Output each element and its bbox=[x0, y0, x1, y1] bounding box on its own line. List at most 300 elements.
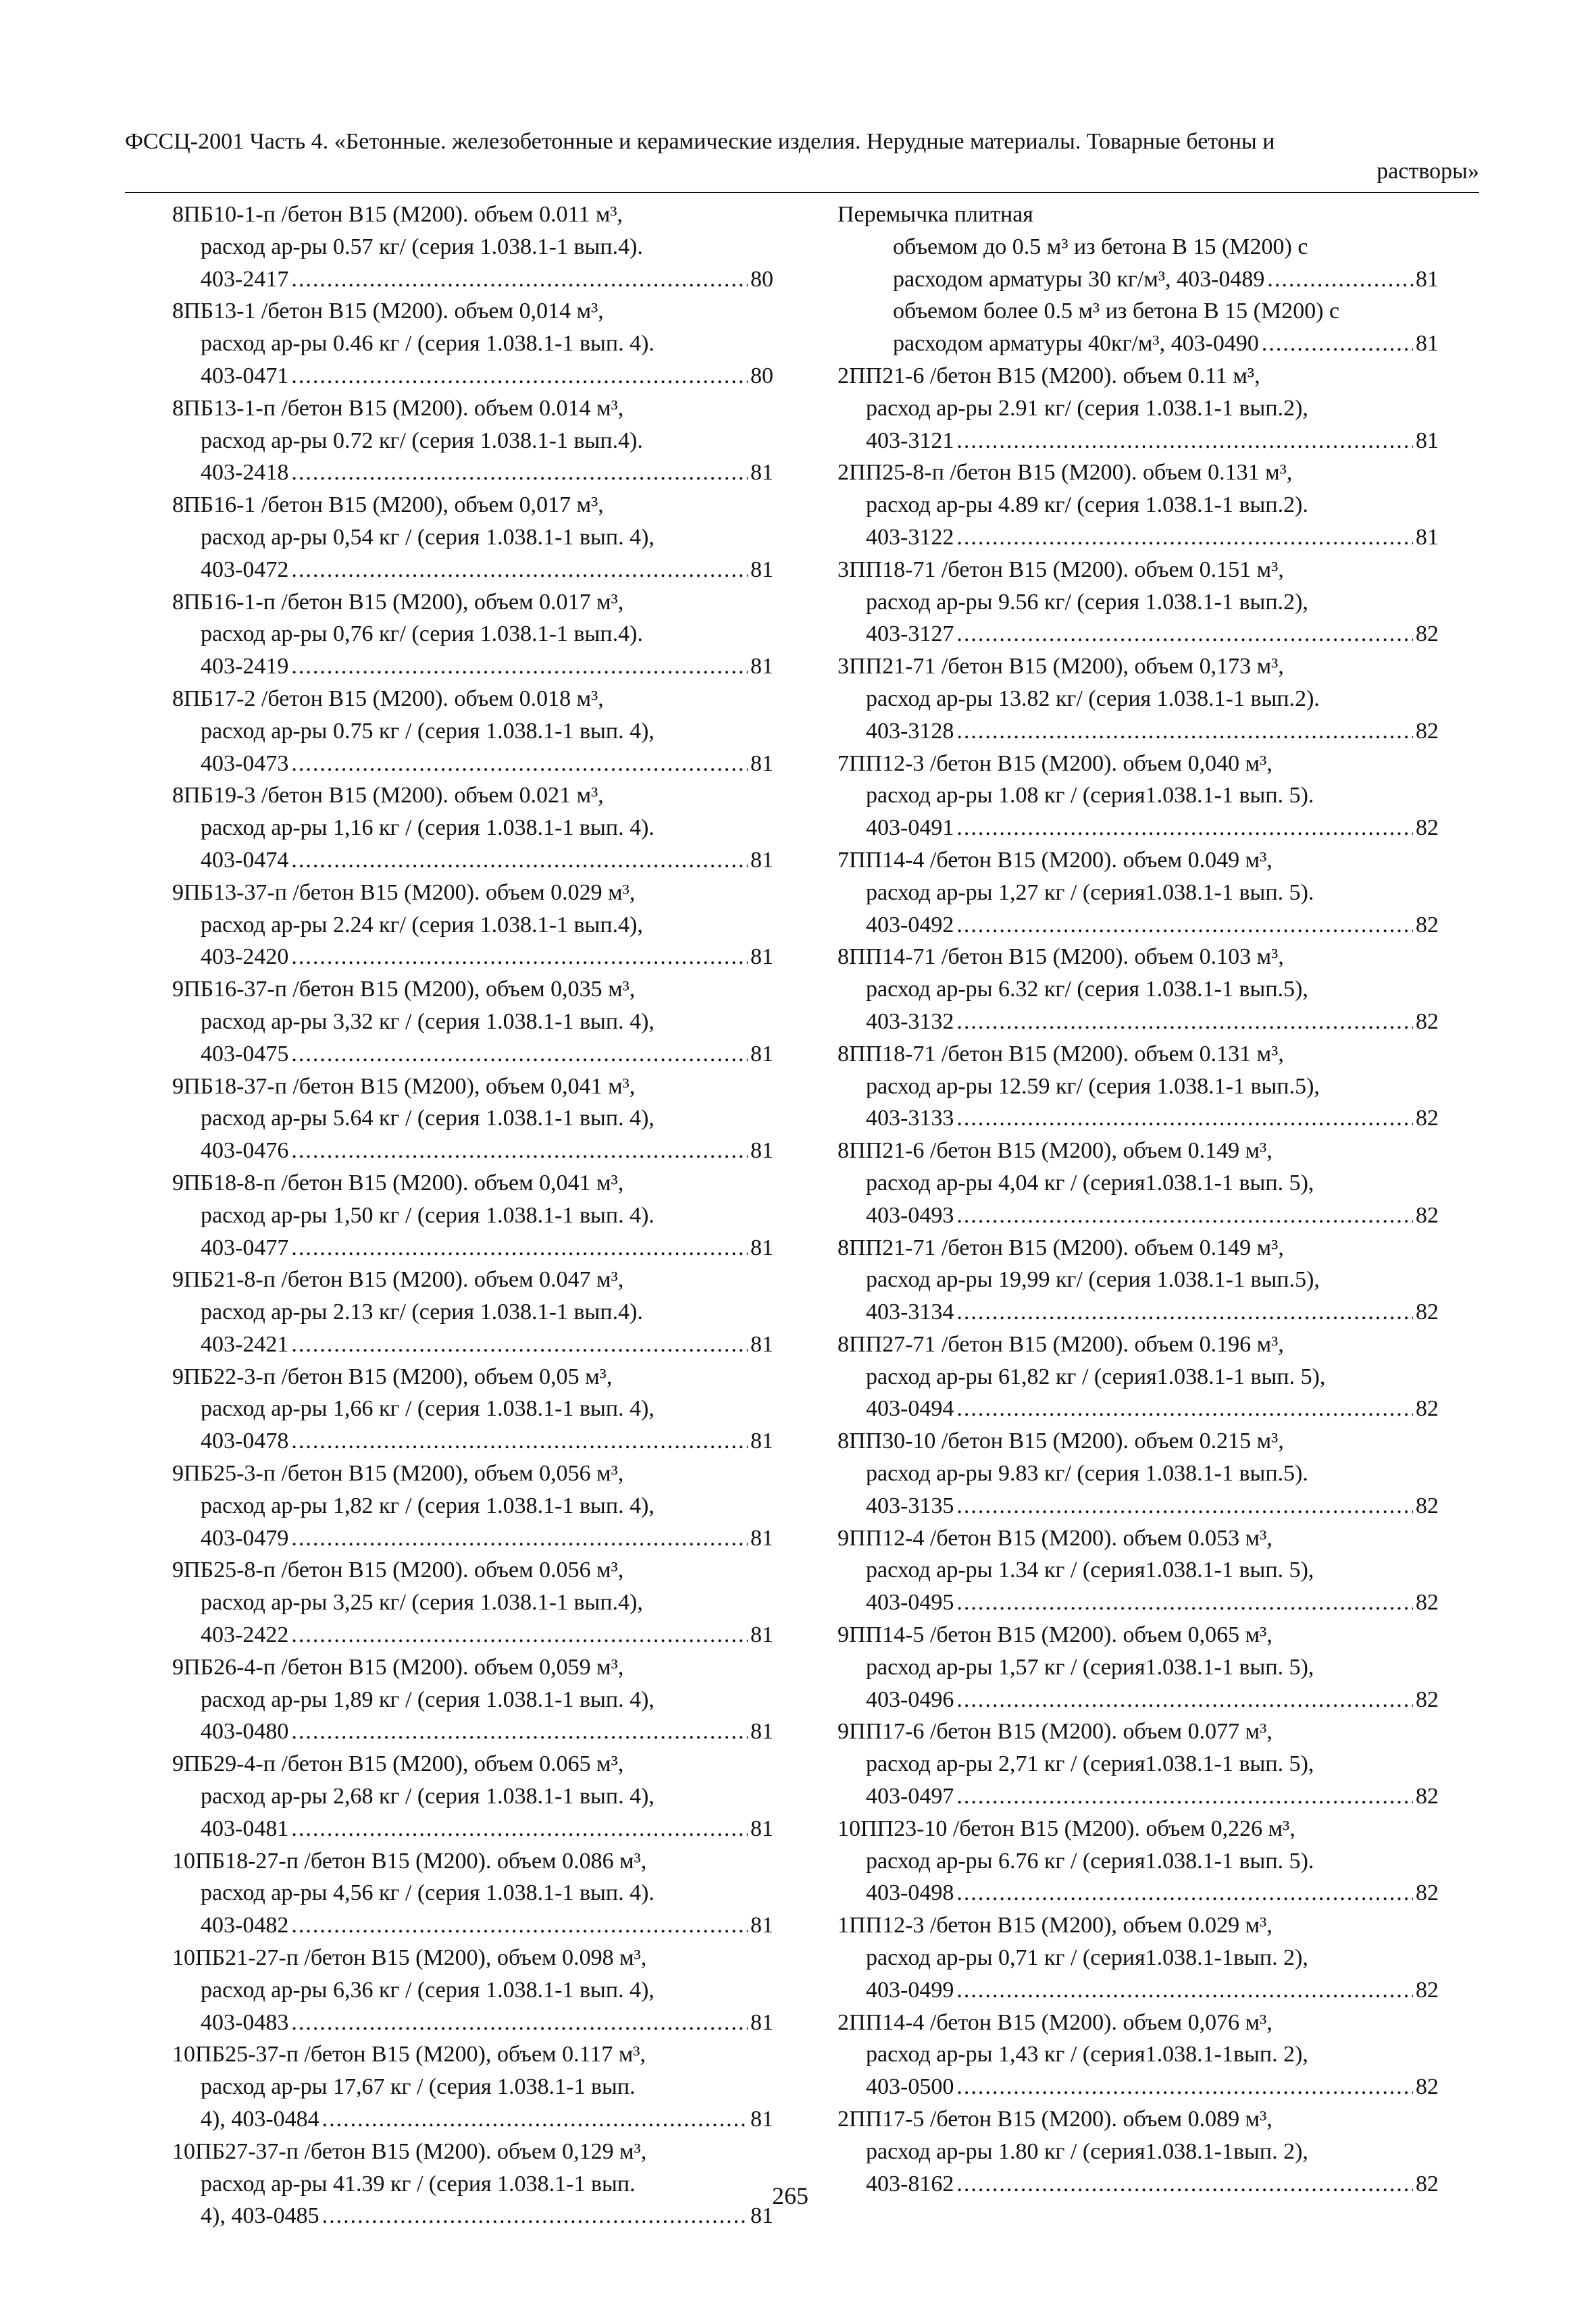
index-entry bbox=[838, 1329, 1439, 1425]
entry-code-line bbox=[172, 1522, 773, 1555]
entry-code-line bbox=[838, 328, 1439, 360]
entry-title: 9ПБ16-37-п /бетон В15 (М200), объем 0,035 м³, bbox=[172, 977, 636, 1002]
entry-page: 81 bbox=[750, 1041, 773, 1066]
index-entry bbox=[838, 1038, 1439, 1135]
dot-leader bbox=[291, 457, 748, 489]
entry-page: 81 bbox=[750, 750, 773, 776]
index-entry bbox=[172, 779, 773, 876]
entry-page: 81 bbox=[750, 2203, 773, 2229]
entry-code-line bbox=[172, 1813, 773, 1845]
entry-detail: расход ар-ры 41.39 кг / (серия 1.038.1-1 вып. bbox=[201, 2171, 636, 2196]
index-entry bbox=[172, 1554, 773, 1651]
entry-page: 80 bbox=[750, 363, 773, 388]
entry-code: 403-0483 bbox=[201, 2009, 289, 2035]
dot-leader bbox=[956, 1780, 1413, 1813]
index-entry bbox=[172, 1942, 773, 2038]
entry-detail: расходом арматуры 40кг/м³, 403-0490 bbox=[893, 331, 1259, 357]
index-entry bbox=[172, 1458, 773, 1554]
dot-leader bbox=[1267, 263, 1413, 296]
entry-detail: расход ар-ры 6.32 кг/ (серия 1.038.1-1 вып.5), bbox=[866, 977, 1308, 1002]
entry-page: 81 bbox=[1416, 331, 1439, 357]
entry-page: 82 bbox=[1416, 1106, 1439, 1131]
entry-detail: расход ар-ры 0.75 кг / (серия 1.038.1-1 вып. 4), bbox=[201, 718, 654, 744]
dot-leader bbox=[291, 1619, 748, 1651]
entry-detail: расход ар-ры 1,89 кг / (серия 1.038.1-1 вып. 4), bbox=[201, 1687, 654, 1712]
entry-detail: расход ар-ры 9.56 кг/ (серия 1.038.1-1 вып.2), bbox=[866, 589, 1308, 615]
dot-leader bbox=[291, 554, 748, 586]
dot-leader bbox=[956, 1200, 1413, 1232]
entry-code: 403-3128 bbox=[866, 718, 954, 744]
index-entry bbox=[172, 489, 773, 586]
entry-title: 8ПП18-71 /бетон В15 (М200). объем 0.131 м³, bbox=[838, 1041, 1284, 1066]
entry-code: 403-0500 bbox=[866, 2074, 954, 2100]
entry-code-line bbox=[838, 263, 1439, 296]
entry-title: 8ПП27-71 /бетон В15 (М200). объем 0.196 м³, bbox=[838, 1331, 1284, 1357]
entry-page: 82 bbox=[1416, 1493, 1439, 1518]
entry-page: 81 bbox=[750, 1235, 773, 1260]
entry-detail: расход ар-ры 1,66 кг / (серия 1.038.1-1 вып. 4), bbox=[201, 1396, 654, 1422]
entry-code: 403-2418 bbox=[201, 460, 289, 486]
entry-code: 4), 403-0484 bbox=[201, 2107, 319, 2132]
entry-page: 81 bbox=[750, 557, 773, 582]
entry-title: 7ПП12-3 /бетон В15 (М200). объем 0,040 м³, bbox=[838, 750, 1272, 776]
entry-code: 403-0499 bbox=[866, 1977, 954, 2003]
index-entry bbox=[838, 1716, 1439, 1812]
entry-title: 10ПБ18-27-п /бетон В15 (М200). объем 0.086 м³, bbox=[172, 1848, 647, 1874]
entry-code: 403-0491 bbox=[866, 815, 954, 841]
entry-title: 7ПП14-4 /бетон В15 (М200). объем 0.049 м³, bbox=[838, 847, 1272, 873]
entry-page: 82 bbox=[1416, 1202, 1439, 1228]
entry-page: 81 bbox=[750, 1525, 773, 1551]
index-entry bbox=[838, 650, 1439, 747]
dot-leader bbox=[322, 2200, 748, 2232]
entry-page: 80 bbox=[750, 266, 773, 292]
entry-title: 10ПП23-10 /бетон В15 (М200). объем 0,226 м³, bbox=[838, 1816, 1295, 1841]
index-entry bbox=[172, 1264, 773, 1360]
entry-code-line bbox=[172, 263, 773, 296]
entry-page: 82 bbox=[1416, 1008, 1439, 1034]
entry-code-line bbox=[172, 1232, 773, 1264]
entry-title: 3ПП21-71 /бетон В15 (М200), объем 0,173 м³, bbox=[838, 654, 1284, 679]
entry-code: 403-3127 bbox=[866, 621, 954, 647]
entry-detail: расход ар-ры 6.76 кг / (серия1.038.1-1 вып. 5). bbox=[866, 1848, 1314, 1874]
entry-detail: расход ар-ры 17,67 кг / (серия 1.038.1-1 вып. bbox=[201, 2074, 636, 2100]
entry-page: 81 bbox=[750, 1719, 773, 1745]
entry-title: 8ПП14-71 /бетон В15 (М200). объем 0.103 м³, bbox=[838, 944, 1284, 970]
entry-detail: расход ар-ры 5.64 кг / (серия 1.038.1-1 вып. 4), bbox=[201, 1106, 654, 1131]
entry-code: 403-0474 bbox=[201, 847, 289, 873]
entry-code: 403-3132 bbox=[866, 1008, 954, 1034]
entry-page: 81 bbox=[750, 460, 773, 486]
index-entry bbox=[172, 973, 773, 1070]
entry-title: 2ПП21-6 /бетон В15 (М200). объем 0.11 м³, bbox=[838, 363, 1260, 388]
index-entry bbox=[172, 199, 773, 295]
entry-code-line bbox=[838, 1877, 1439, 1909]
index-entry bbox=[838, 295, 1439, 360]
entry-detail: расход ар-ры 1,82 кг / (серия 1.038.1-1 вып. 4), bbox=[201, 1493, 654, 1518]
entry-code: 403-0480 bbox=[201, 1719, 289, 1745]
entry-detail: расход ар-ры 2.91 кг/ (серия 1.038.1-1 вып.2), bbox=[866, 395, 1308, 421]
index-entry bbox=[172, 2038, 773, 2135]
entry-code: 403-2422 bbox=[201, 1622, 289, 1648]
entry-title: 8ПП30-10 /бетон В15 (М200). объем 0.215 м³, bbox=[838, 1429, 1284, 1454]
entry-title: 8ПБ16-1 /бетон В15 (М200), объем 0,017 м³, bbox=[172, 492, 604, 518]
entry-code-line bbox=[838, 425, 1439, 457]
entry-code: 403-0493 bbox=[866, 1202, 954, 1228]
entry-code-line bbox=[838, 1974, 1439, 2007]
entry-detail: расходом арматуры 30 кг/м³, 403-0489 bbox=[893, 266, 1265, 292]
dot-leader bbox=[956, 1296, 1413, 1329]
entry-page: 82 bbox=[1416, 621, 1439, 647]
entry-title: 10ПБ21-27-п /бетон В15 (М200), объем 0.098 м³, bbox=[172, 1945, 647, 1971]
entry-page: 81 bbox=[750, 2107, 773, 2132]
entry-page: 82 bbox=[1416, 1396, 1439, 1422]
dot-leader bbox=[291, 1522, 748, 1555]
index-entry bbox=[838, 1135, 1439, 1231]
page-number: 265 bbox=[772, 2182, 808, 2209]
entry-detail: расход ар-ры 3,25 кг/ (серия 1.038.1-1 вып.4), bbox=[201, 1590, 643, 1616]
entry-code: 403-2417 bbox=[201, 266, 289, 292]
entry-code-line bbox=[838, 1296, 1439, 1329]
index-entry bbox=[838, 554, 1439, 650]
entry-page: 82 bbox=[1416, 2171, 1439, 2196]
entry-detail: расход ар-ры 12.59 кг/ (серия 1.038.1-1 вып.5), bbox=[866, 1073, 1320, 1099]
entry-detail: расход ар-ры 0.72 кг/ (серия 1.038.1-1 вып.4). bbox=[201, 428, 643, 453]
dot-leader bbox=[291, 1329, 748, 1361]
entry-detail: расход ар-ры 4.89 кг/ (серия 1.038.1-1 вып.2). bbox=[866, 492, 1308, 518]
running-header bbox=[125, 127, 1479, 186]
entry-title: 9ПБ25-3-п /бетон В15 (М200), объем 0,056 м³, bbox=[172, 1461, 624, 1487]
dot-leader bbox=[956, 715, 1413, 748]
entry-detail: расход ар-ры 2,71 кг / (серия1.038.1-1 вып. 5), bbox=[866, 1751, 1314, 1777]
entry-title: 8ПБ13-1 /бетон В15 (М200). объем 0,014 м³, bbox=[172, 299, 604, 324]
index-entry bbox=[172, 1361, 773, 1458]
entry-detail: расход ар-ры 2.13 кг/ (серия 1.038.1-1 вып.4). bbox=[201, 1300, 643, 1325]
left-column bbox=[172, 199, 773, 2232]
entry-code: 403-8162 bbox=[866, 2171, 954, 2196]
entry-code-line bbox=[172, 2103, 773, 2136]
entry-code: 403-0482 bbox=[201, 1913, 289, 1938]
index-entry bbox=[838, 748, 1439, 844]
entry-code-line bbox=[838, 1006, 1439, 1038]
index-entry bbox=[172, 877, 773, 973]
entry-title: 2ПП25-8-п /бетон В15 (М200). объем 0.131 м³, bbox=[838, 460, 1293, 486]
entry-title: 9ПБ29-4-п /бетон В15 (М200), объем 0.065 м³, bbox=[172, 1751, 624, 1777]
dot-leader bbox=[956, 2168, 1413, 2201]
header-line-2: растворы» bbox=[1376, 159, 1479, 184]
entry-code: 4), 403-0485 bbox=[201, 2203, 319, 2229]
entry-detail: расход ар-ры 1,50 кг / (серия 1.038.1-1 вып. 4). bbox=[201, 1202, 654, 1228]
entry-title: объемом более 0.5 м³ из бетона В 15 (М200) с bbox=[893, 299, 1340, 324]
entry-code: 403-0498 bbox=[866, 1880, 954, 1906]
dot-leader bbox=[291, 1232, 748, 1264]
entry-detail: расход ар-ры 3,32 кг / (серия 1.038.1-1 вып. 4), bbox=[201, 1008, 654, 1034]
dot-leader bbox=[291, 1716, 748, 1748]
entry-code: 403-2421 bbox=[201, 1331, 289, 1357]
entry-code: 403-0472 bbox=[201, 557, 289, 582]
entry-page: 82 bbox=[1416, 1687, 1439, 1712]
entry-detail: расход ар-ры 1.34 кг / (серия1.038.1-1 вып. 5), bbox=[866, 1558, 1314, 1583]
entry-page: 81 bbox=[1416, 428, 1439, 453]
entry-title: 9ПБ21-8-п /бетон В15 (М200). объем 0.047 м³, bbox=[172, 1267, 624, 1293]
entry-page: 82 bbox=[1416, 1784, 1439, 1809]
entry-page: 82 bbox=[1416, 912, 1439, 937]
entry-detail: расход ар-ры 9.83 кг/ (серия 1.038.1-1 вып.5). bbox=[866, 1461, 1308, 1487]
dot-leader bbox=[956, 1490, 1413, 1522]
entry-page: 81 bbox=[1416, 266, 1439, 292]
entry-code-line bbox=[172, 554, 773, 586]
dot-leader bbox=[956, 2071, 1413, 2103]
entry-title: 8ПБ17-2 /бетон В15 (М200). объем 0.018 м³, bbox=[172, 686, 604, 711]
entry-code-line bbox=[838, 1393, 1439, 1425]
dot-leader bbox=[956, 425, 1413, 457]
entry-title: 10ПБ25-37-п /бетон В15 (М200), объем 0.117 м³, bbox=[172, 2042, 646, 2067]
entry-detail: расход ар-ры 19,99 кг/ (серия 1.038.1-1 вып.5), bbox=[866, 1267, 1320, 1293]
entry-code: 403-0495 bbox=[866, 1590, 954, 1616]
entry-detail: расход ар-ры 1,27 кг / (серия1.038.1-1 вып. 5). bbox=[866, 879, 1314, 905]
entry-code-line bbox=[172, 2007, 773, 2039]
entry-code: 403-0481 bbox=[201, 1816, 289, 1841]
entry-detail: расход ар-ры 0,76 кг/ (серия 1.038.1-1 вып.4). bbox=[201, 621, 643, 647]
dot-leader bbox=[956, 1684, 1413, 1716]
entry-detail: расход ар-ры 4,56 кг / (серия 1.038.1-1 вып. 4). bbox=[201, 1880, 654, 1906]
entry-code: 403-0479 bbox=[201, 1525, 289, 1551]
dot-leader bbox=[956, 1102, 1413, 1135]
entry-detail: расход ар-ры 4,04 кг / (серия1.038.1-1 вып. 5), bbox=[866, 1170, 1314, 1195]
entry-code: 403-3134 bbox=[866, 1300, 954, 1325]
entry-title: 2ПП17-5 /бетон В15 (М200). объем 0.089 м³, bbox=[838, 2107, 1272, 2132]
index-entry bbox=[172, 683, 773, 779]
entry-page: 82 bbox=[1416, 1977, 1439, 2003]
header-line-1: ФССЦ-2001 Часть 4. «Бетонные. железобетонные и керамические изделия. Нерудные материалы. Товарные бетоны и bbox=[125, 129, 1275, 154]
index-entry bbox=[838, 941, 1439, 1037]
entry-code-line bbox=[838, 1587, 1439, 1619]
entry-code: 403-0497 bbox=[866, 1784, 954, 1809]
dot-leader bbox=[291, 748, 748, 780]
entry-title: 8ПБ10-1-п /бетон В15 (М200). объем 0.011 м³, bbox=[172, 202, 623, 227]
index-entry bbox=[838, 457, 1439, 553]
index-entry bbox=[172, 295, 773, 392]
index-entry bbox=[172, 1071, 773, 1167]
entry-code-line bbox=[838, 1200, 1439, 1232]
entry-code: 403-0471 bbox=[201, 363, 289, 388]
entry-page: 81 bbox=[750, 1331, 773, 1357]
entry-title: 8ПБ19-3 /бетон В15 (М200). объем 0.021 м³, bbox=[172, 783, 604, 808]
dot-leader bbox=[956, 1587, 1413, 1619]
entry-detail: расход ар-ры 2.24 кг/ (серия 1.038.1-1 вып.4), bbox=[201, 912, 643, 937]
dot-leader bbox=[956, 1393, 1413, 1425]
right-entries bbox=[838, 360, 1439, 2200]
entry-code-line bbox=[838, 521, 1439, 554]
entry-page: 81 bbox=[750, 1622, 773, 1648]
entry-title: 9ПБ18-8-п /бетон В15 (М200). объем 0,041 м³, bbox=[172, 1170, 624, 1195]
entry-detail: расход ар-ры 0.57 кг/ (серия 1.038.1-1 вып.4). bbox=[201, 234, 643, 259]
dot-leader bbox=[291, 650, 748, 683]
index-entry bbox=[172, 1651, 773, 1748]
index-entry bbox=[838, 2007, 1439, 2103]
entry-title: 9ПБ26-4-п /бетон В15 (М200). объем 0,059 м³, bbox=[172, 1654, 624, 1680]
entry-code-line bbox=[172, 1716, 773, 1748]
entry-page: 82 bbox=[1416, 1590, 1439, 1616]
dot-leader bbox=[1262, 328, 1413, 360]
entry-code: 403-0478 bbox=[201, 1429, 289, 1454]
entry-page: 81 bbox=[750, 2009, 773, 2035]
entry-code: 403-0492 bbox=[866, 912, 954, 937]
entry-title: 2ПП14-4 /бетон В15 (М200). объем 0,076 м³, bbox=[838, 2009, 1272, 2035]
entry-code-line bbox=[172, 1909, 773, 1942]
entry-code-line bbox=[172, 748, 773, 780]
entry-code-line bbox=[172, 457, 773, 489]
entry-page: 81 bbox=[750, 1138, 773, 1164]
entry-code-line bbox=[172, 2200, 773, 2232]
index-entry bbox=[172, 586, 773, 683]
entry-title: 1ПП12-3 /бетон В15 (М200), объем 0.029 м³, bbox=[838, 1913, 1272, 1938]
entry-title: 8ПП21-71 /бетон В15 (М200). объем 0.149 м³, bbox=[838, 1235, 1284, 1260]
dot-leader bbox=[291, 360, 748, 392]
entry-page: 81 bbox=[750, 944, 773, 970]
entry-code-line bbox=[172, 1329, 773, 1361]
index-entry bbox=[172, 2136, 773, 2232]
entry-code: 403-3122 bbox=[866, 524, 954, 550]
entry-title: 8ПБ13-1-п /бетон В15 (М200). объем 0.014 м³, bbox=[172, 395, 624, 421]
entry-detail: расход ар-ры 1,43 кг / (серия1.038.1-1вып. 2), bbox=[866, 2042, 1308, 2067]
entry-code: 403-2420 bbox=[201, 944, 289, 970]
entry-code-line bbox=[172, 1135, 773, 1167]
entry-code-line bbox=[172, 1425, 773, 1458]
entry-page: 82 bbox=[1416, 1880, 1439, 1906]
entry-title: 9ПБ13-37-п /бетон В15 (М200). объем 0.029 м³, bbox=[172, 879, 636, 905]
entry-code: 403-0476 bbox=[201, 1138, 289, 1164]
index-entry bbox=[838, 231, 1439, 296]
entry-detail: расход ар-ры 61,82 кг / (серия1.038.1-1 вып. 5), bbox=[866, 1364, 1326, 1389]
entry-code-line bbox=[838, 1780, 1439, 1813]
entry-page: 82 bbox=[1416, 2074, 1439, 2100]
entry-detail: расход ар-ры 1.08 кг / (серия1.038.1-1 вып. 5). bbox=[866, 783, 1314, 808]
entry-code-line bbox=[172, 650, 773, 683]
entry-detail: расход ар-ры 1,16 кг / (серия 1.038.1-1 вып. 4). bbox=[201, 815, 654, 841]
entry-code: 403-3133 bbox=[866, 1106, 954, 1131]
dot-leader bbox=[956, 1006, 1413, 1038]
dot-leader bbox=[291, 2007, 748, 2039]
index-entry bbox=[172, 1748, 773, 1845]
entry-code: 403-0475 bbox=[201, 1041, 289, 1066]
dot-leader bbox=[956, 618, 1413, 650]
entry-code: 403-0477 bbox=[201, 1235, 289, 1260]
entry-code-line bbox=[838, 715, 1439, 748]
entry-code: 403-0473 bbox=[201, 750, 289, 776]
entry-title: 8ПП21-6 /бетон В15 (М200), объем 0.149 м³, bbox=[838, 1138, 1272, 1164]
entry-detail: расход ар-ры 6,36 кг / (серия 1.038.1-1 вып. 4), bbox=[201, 1977, 654, 2003]
entry-code: 403-2419 bbox=[201, 654, 289, 679]
index-entry bbox=[838, 2103, 1439, 2200]
entry-title: 9ПП14-5 /бетон В15 (М200). объем 0,065 м³, bbox=[838, 1622, 1272, 1648]
entry-title: 9ПБ25-8-п /бетон В15 (М200). объем 0.056 м³, bbox=[172, 1558, 624, 1583]
entry-page: 81 bbox=[750, 1429, 773, 1454]
entry-code-line bbox=[838, 618, 1439, 650]
section-title: Перемычка плитная bbox=[838, 202, 1033, 227]
index-entry bbox=[172, 392, 773, 489]
index-entry bbox=[838, 1522, 1439, 1619]
index-entry bbox=[838, 1619, 1439, 1716]
entry-title: 8ПБ16-1-п /бетон В15 (М200), объем 0.017 м³, bbox=[172, 589, 624, 615]
index-entry bbox=[838, 360, 1439, 457]
entry-title: 9ПП12-4 /бетон В15 (М200). объем 0.053 м³, bbox=[838, 1525, 1272, 1551]
entry-code: 403-3135 bbox=[866, 1493, 954, 1518]
section-subentries bbox=[838, 231, 1439, 360]
entry-detail: расход ар-ры 2,68 кг / (серия 1.038.1-1 вып. 4), bbox=[201, 1784, 654, 1809]
entry-code: 403-3121 bbox=[866, 428, 954, 453]
dot-leader bbox=[956, 812, 1413, 844]
dot-leader bbox=[322, 2103, 748, 2136]
entry-code-line bbox=[838, 2168, 1439, 2201]
entry-title: объемом до 0.5 м³ из бетона В 15 (М200) с bbox=[893, 234, 1308, 259]
dot-leader bbox=[291, 941, 748, 973]
entry-code-line bbox=[838, 1102, 1439, 1135]
dot-leader bbox=[291, 1135, 748, 1167]
dot-leader bbox=[291, 1425, 748, 1458]
dot-leader bbox=[956, 521, 1413, 554]
dot-leader bbox=[956, 909, 1413, 942]
entry-title: 3ПП18-71 /бетон В15 (М200). объем 0.151 м³, bbox=[838, 557, 1284, 582]
entry-title: 9ПП17-6 /бетон В15 (М200). объем 0.077 м³, bbox=[838, 1719, 1272, 1745]
entry-page: 81 bbox=[750, 1816, 773, 1841]
entry-page: 82 bbox=[1416, 718, 1439, 744]
entry-code-line bbox=[172, 360, 773, 392]
dot-leader bbox=[291, 263, 748, 296]
entry-detail: расход ар-ры 0.46 кг / (серия 1.038.1-1 вып. 4). bbox=[201, 331, 654, 357]
dot-leader bbox=[956, 1974, 1413, 2007]
index-entry bbox=[838, 844, 1439, 941]
dot-leader bbox=[291, 1038, 748, 1071]
entry-code-line bbox=[172, 844, 773, 877]
entry-code-line bbox=[838, 909, 1439, 942]
right-column bbox=[838, 199, 1439, 2200]
entry-code: 403-0494 bbox=[866, 1396, 954, 1422]
index-entry bbox=[172, 1845, 773, 1942]
entry-code-line bbox=[172, 1619, 773, 1651]
index-entry bbox=[838, 1909, 1439, 2006]
entry-page: 81 bbox=[750, 847, 773, 873]
entry-title: 10ПБ27-37-п /бетон В15 (М200). объем 0,129 м³, bbox=[172, 2138, 647, 2164]
dot-leader bbox=[291, 1813, 748, 1845]
entry-detail: расход ар-ры 13.82 кг/ (серия 1.038.1-1 вып.2). bbox=[866, 686, 1320, 711]
entry-detail: расход ар-ры 0,71 кг / (серия1.038.1-1вып. 2), bbox=[866, 1945, 1308, 1971]
index-entry bbox=[838, 1813, 1439, 1909]
entry-page: 82 bbox=[1416, 1300, 1439, 1325]
entry-page: 81 bbox=[1416, 524, 1439, 550]
index-entry bbox=[838, 1425, 1439, 1522]
entry-detail: расход ар-ры 1.80 кг / (серия1.038.1-1вып. 2), bbox=[866, 2138, 1308, 2164]
entry-page: 82 bbox=[1416, 815, 1439, 841]
entry-page: 81 bbox=[750, 654, 773, 679]
entry-code-line bbox=[838, 1684, 1439, 1716]
dot-leader bbox=[291, 1909, 748, 1942]
dot-leader bbox=[291, 844, 748, 877]
entry-detail: расход ар-ры 1,57 кг / (серия1.038.1-1 вып. 5), bbox=[866, 1654, 1314, 1680]
entry-code: 403-0496 bbox=[866, 1687, 954, 1712]
entry-title: 9ПБ18-37-п /бетон В15 (М200), объем 0,041 м³, bbox=[172, 1073, 636, 1099]
entry-code-line bbox=[172, 1038, 773, 1071]
entry-code-line bbox=[838, 1490, 1439, 1522]
entry-detail: расход ар-ры 0,54 кг / (серия 1.038.1-1 вып. 4), bbox=[201, 524, 654, 550]
entry-code-line bbox=[838, 2071, 1439, 2103]
entry-code-line bbox=[838, 812, 1439, 844]
index-entry bbox=[838, 1232, 1439, 1329]
entry-page: 81 bbox=[750, 1913, 773, 1938]
header-rule bbox=[125, 192, 1479, 193]
entry-title: 9ПБ22-3-п /бетон В15 (М200), объем 0,05 м³, bbox=[172, 1364, 613, 1389]
entry-code-line bbox=[172, 941, 773, 973]
